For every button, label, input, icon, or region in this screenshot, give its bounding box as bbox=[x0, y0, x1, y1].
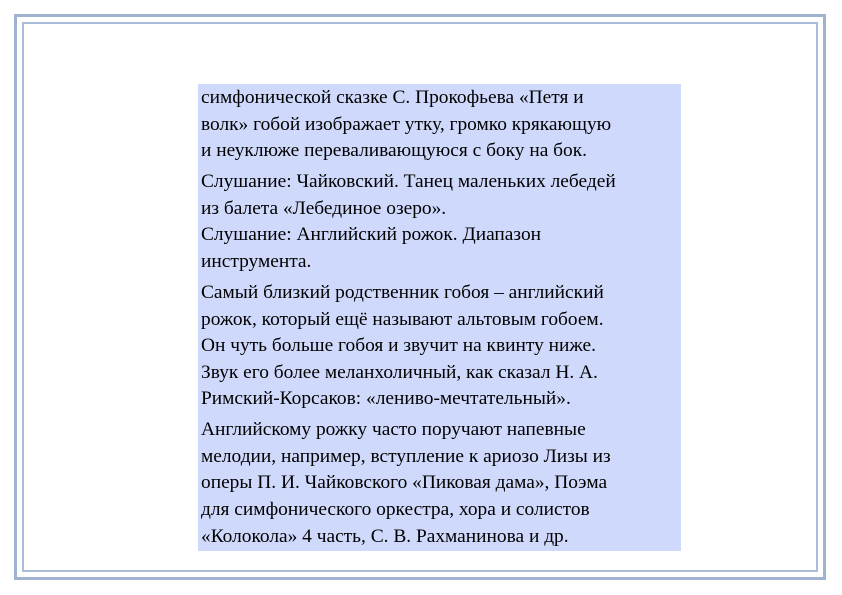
text-line: Английскому рожку часто поручают напевные bbox=[201, 419, 586, 441]
text-line: «Колокола» 4 часть, С. В. Рахманинова и др. bbox=[201, 525, 569, 547]
paragraph-listening-horn bbox=[201, 222, 678, 275]
text-line: Слушание: Чайковский. Танец маленьких лебедей bbox=[201, 171, 616, 193]
text-line: оперы П. И. Чайковского «Пиковая дама», Поэма bbox=[201, 472, 608, 494]
text-line: из балета «Лебединое озеро». bbox=[201, 197, 447, 219]
text-line: для симфонического оркестра, хора и солистов bbox=[201, 499, 590, 521]
text-line: рожок, который ещё называют альтовым гобоем. bbox=[201, 308, 604, 330]
text-line: Он чуть больше гобоя и звучит на квинту ниже. bbox=[201, 335, 596, 357]
paragraph-melodies bbox=[201, 417, 678, 550]
text-line: инструмента. bbox=[201, 250, 312, 272]
text-line: Слушание: Английский рожок. Диапазон bbox=[201, 224, 542, 246]
text-line: симфонической сказке С. Прокофьева «Петя и bbox=[201, 87, 584, 108]
text-line: Самый близкий родственник гобоя – английский bbox=[201, 281, 604, 303]
text-line: волк» гобой изображает утку, громко крякающую bbox=[201, 113, 612, 135]
text-line: Римский-Корсаков: «лениво-мечтательный». bbox=[201, 388, 571, 410]
text-line: мелодии, например, вступление к ариозо Лизы из bbox=[201, 445, 611, 467]
text-line: и неуклюже переваливающуюся с боку на бок. bbox=[201, 140, 587, 162]
paragraph-intro bbox=[201, 85, 678, 165]
paragraph-english-horn bbox=[201, 280, 678, 413]
text-line: Звук его более меланхоличный, как сказал Н. А. bbox=[201, 361, 598, 383]
text-block bbox=[198, 84, 681, 551]
paragraph-listening-swans bbox=[201, 169, 678, 222]
